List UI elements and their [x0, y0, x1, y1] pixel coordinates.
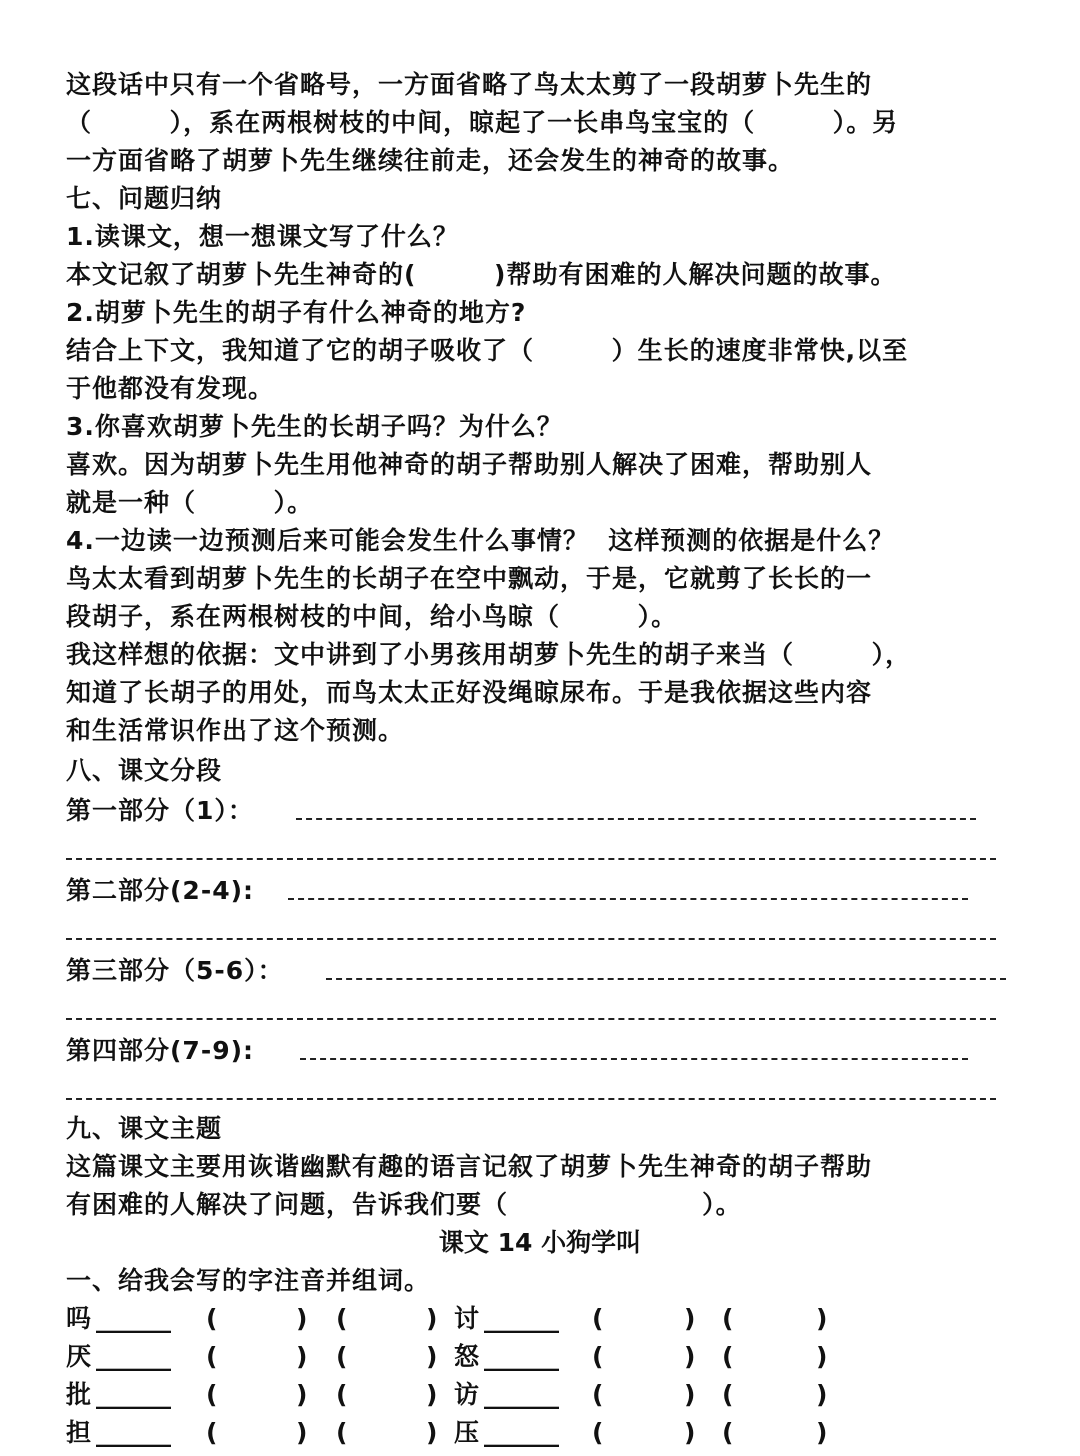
paren: ) — [816, 1304, 828, 1333]
paren: ( — [336, 1418, 348, 1447]
paren: ) — [426, 1418, 438, 1447]
char: 担 — [66, 1418, 92, 1447]
answer-blank[interactable] — [66, 858, 996, 860]
paren: ) — [296, 1418, 308, 1447]
section-heading: 八、课文分段 — [66, 756, 223, 785]
char: 怒 — [454, 1342, 480, 1371]
answer-line: 本文记叙了胡萝卜先生神奇的( )帮助有困难的人解决问题的故事。 — [66, 260, 897, 289]
part-label: 第一部分（1）： — [66, 796, 254, 825]
char-row — [66, 1304, 1026, 1338]
pinyin-blank[interactable]: ______ — [96, 1342, 171, 1371]
answer-line: 知道了长胡子的用处，而鸟太太正好没绳晾尿布。于是我依据这些内容 — [66, 678, 873, 707]
paren: ( — [206, 1380, 218, 1409]
text-line: 一方面省略了胡萝卜先生继续往前走，还会发生的神奇的故事。 — [66, 146, 795, 175]
answer-blank[interactable] — [300, 1058, 968, 1060]
exercise-title: 一、给我会写的字注音并组词。 — [66, 1266, 431, 1295]
char-row — [66, 1342, 1026, 1376]
paren: ( — [592, 1342, 604, 1371]
section-heading: 七、问题归纳 — [66, 184, 223, 213]
pinyin-blank[interactable]: ______ — [96, 1418, 171, 1447]
section-heading: 九、课文主题 — [66, 1114, 223, 1143]
paren: ) — [684, 1418, 696, 1447]
answer-blank[interactable] — [66, 1018, 996, 1020]
part-label: 第四部分(7-9): — [66, 1036, 255, 1065]
answer-blank[interactable] — [296, 818, 976, 820]
paren: ) — [684, 1342, 696, 1371]
theme-text: 有困难的人解决了问题，告诉我们要（ ）。 — [66, 1190, 742, 1219]
answer-blank[interactable] — [66, 938, 996, 940]
paren: ( — [336, 1342, 348, 1371]
char: 吗 — [66, 1304, 92, 1333]
answer-line: 喜欢。因为胡萝卜先生用他神奇的胡子帮助别人解决了困难，帮助别人 — [66, 450, 873, 479]
question: 2.胡萝卜先生的胡子有什么神奇的地方? — [66, 298, 527, 327]
answer-blank[interactable] — [326, 978, 1006, 980]
paren: ) — [296, 1380, 308, 1409]
char-row — [66, 1418, 1026, 1452]
answer-line: 于他都没有发现。 — [66, 374, 275, 403]
pinyin-blank[interactable]: ______ — [484, 1304, 559, 1333]
paren: ( — [206, 1418, 218, 1447]
paren: ) — [816, 1418, 828, 1447]
paren: ( — [336, 1304, 348, 1333]
pinyin-blank[interactable]: ______ — [484, 1380, 559, 1409]
answer-blank[interactable] — [288, 898, 968, 900]
char: 批 — [66, 1380, 92, 1409]
pinyin-blank[interactable]: ______ — [96, 1304, 171, 1333]
paren: ) — [296, 1342, 308, 1371]
paren: ( — [336, 1380, 348, 1409]
pinyin-blank[interactable]: ______ — [484, 1418, 559, 1447]
char: 访 — [454, 1380, 480, 1409]
part-label: 第三部分（5-6）： — [66, 956, 284, 985]
answer-blank[interactable] — [66, 1098, 996, 1100]
paren: ( — [722, 1304, 734, 1333]
answer-line: 我这样想的依据：文中讲到了小男孩用胡萝卜先生的胡子来当（ ）， — [66, 640, 912, 669]
char: 厌 — [66, 1342, 92, 1371]
pinyin-blank[interactable]: ______ — [484, 1342, 559, 1371]
answer-line: 和生活常识作出了这个预测。 — [66, 716, 405, 745]
theme-text: 这篇课文主要用诙谐幽默有趣的语言记叙了胡萝卜先生神奇的胡子帮助 — [66, 1152, 873, 1181]
answer-line: 段胡子，系在两根树枝的中间，给小鸟晾（ ）。 — [66, 602, 678, 631]
answer-line: 结合上下文，我知道了它的胡子吸收了（ ）生长的速度非常快,以至 — [66, 336, 909, 365]
paren: ( — [722, 1418, 734, 1447]
paren: ) — [296, 1304, 308, 1333]
paren: ( — [722, 1380, 734, 1409]
paren: ) — [426, 1380, 438, 1409]
part-label: 第二部分(2-4): — [66, 876, 255, 905]
paren: ) — [426, 1304, 438, 1333]
question: 4.一边读一边预测后来可能会发生什么事情？ 这样预测的依据是什么？ — [66, 526, 895, 555]
paren: ( — [722, 1342, 734, 1371]
question: 3.你喜欢胡萝卜先生的长胡子吗？为什么？ — [66, 412, 563, 441]
paren: ) — [816, 1380, 828, 1409]
char: 压 — [454, 1418, 480, 1447]
answer-line: 就是一种（ ）。 — [66, 488, 314, 517]
paren: ) — [816, 1342, 828, 1371]
pinyin-blank[interactable]: ______ — [96, 1380, 171, 1409]
text-line: （ ），系在两根树枝的中间，晾起了一长串鸟宝宝的（ ）。另 — [66, 108, 899, 137]
answer-line: 鸟太太看到胡萝卜先生的长胡子在空中飘动，于是，它就剪了长长的一 — [66, 564, 873, 593]
text-line: 这段话中只有一个省略号，一方面省略了鸟太太剪了一段胡萝卜先生的 — [66, 70, 873, 99]
paren: ) — [426, 1342, 438, 1371]
question: 1.读课文，想一想课文写了什么？ — [66, 222, 459, 251]
paren: ) — [684, 1380, 696, 1409]
paren: ( — [592, 1304, 604, 1333]
paren: ( — [206, 1304, 218, 1333]
paren: ( — [592, 1380, 604, 1409]
paren: ) — [684, 1304, 696, 1333]
paren: ( — [206, 1342, 218, 1371]
char: 讨 — [454, 1304, 480, 1333]
char-row — [66, 1380, 1026, 1414]
lesson-title: 课文 14 小狗学叫 — [438, 1228, 642, 1257]
paren: ( — [592, 1418, 604, 1447]
